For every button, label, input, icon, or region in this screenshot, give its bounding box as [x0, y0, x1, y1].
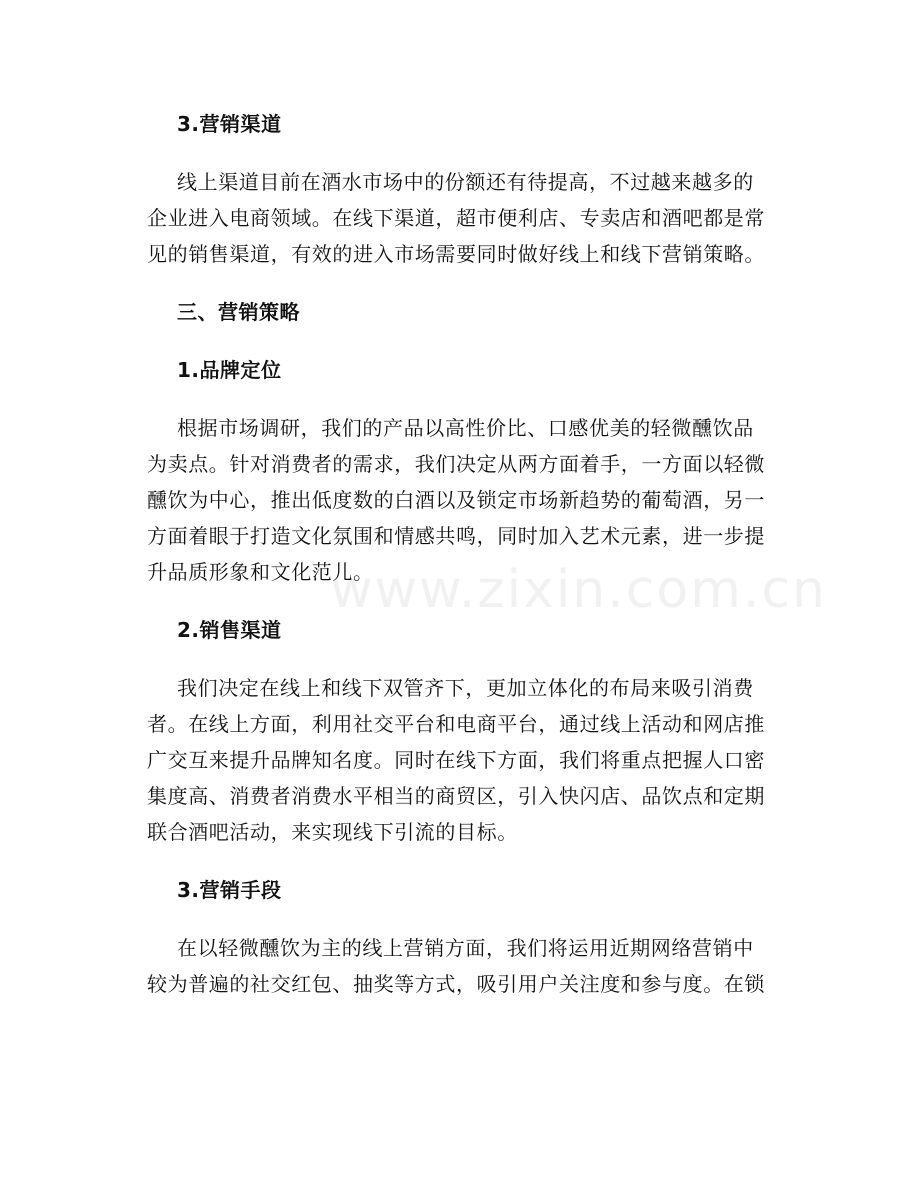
- paragraph-line: 者。在线上方面，利用社交平台和电商平台，通过线上活动和网店推: [147, 712, 765, 736]
- paragraph-line: 广交互来提升品牌知名度。同时在线下方面，我们将重点把握人口密: [147, 748, 765, 772]
- paragraph-marketing-methods: [147, 930, 783, 1002]
- paragraph-line: 方面着眼于打造文化氛围和情感共鸣，同时加入艺术元素，进一步提: [147, 524, 765, 548]
- section-heading-sales-channels: 2.销售渠道: [177, 618, 282, 642]
- section-heading-marketing-strategy: 三、营销策略: [177, 300, 300, 324]
- paragraph-line: 较为普遍的社交红包、抽奖等方式，吸引用户关注度和参与度。在锁: [147, 972, 765, 996]
- paragraph-line: 升品质形象和文化范儿。: [147, 560, 374, 584]
- paragraph-marketing-channels: [147, 164, 783, 272]
- paragraph-line: 我们决定在线上和线下双管齐下，更加立体化的布局来吸引消费: [177, 676, 754, 700]
- paragraph-line: 根据市场调研，我们的产品以高性价比、口感优美的轻微醺饮品: [177, 416, 754, 440]
- paragraph-line: 集度高、消费者消费水平相当的商贸区，引入快闪店、品饮点和定期: [147, 784, 765, 808]
- paragraph-line: 为卖点。针对消费者的需求，我们决定从两方面着手，一方面以轻微: [147, 452, 765, 476]
- paragraph-line: 醺饮为中心，推出低度数的白酒以及锁定市场新趋势的葡萄酒，另一: [147, 488, 765, 512]
- document-content: [147, 106, 783, 1024]
- paragraph-line: 企业进入电商领域。在线下渠道，超市便利店、专卖店和酒吧都是常: [147, 206, 765, 230]
- watermark: www.zixin.com.cn: [330, 560, 827, 620]
- section-heading-marketing-channels: 3.营销渠道: [177, 112, 282, 136]
- paragraph-line: 见的销售渠道，有效的进入市场需要同时做好线上和线下营销策略。: [147, 242, 765, 266]
- paragraph-line: 联合酒吧活动，来实现线下引流的目标。: [147, 820, 518, 844]
- paragraph-brand-positioning: [147, 410, 783, 590]
- paragraph-sales-channels: [147, 670, 783, 850]
- section-heading-brand-positioning: 1.品牌定位: [177, 358, 282, 382]
- paragraph-line: 线上渠道目前在酒水市场中的份额还有待提高，不过越来越多的: [177, 170, 754, 194]
- section-heading-marketing-methods: 3.营销手段: [177, 878, 282, 902]
- paragraph-line: 在以轻微醺饮为主的线上营销方面，我们将运用近期网络营销中: [177, 936, 754, 960]
